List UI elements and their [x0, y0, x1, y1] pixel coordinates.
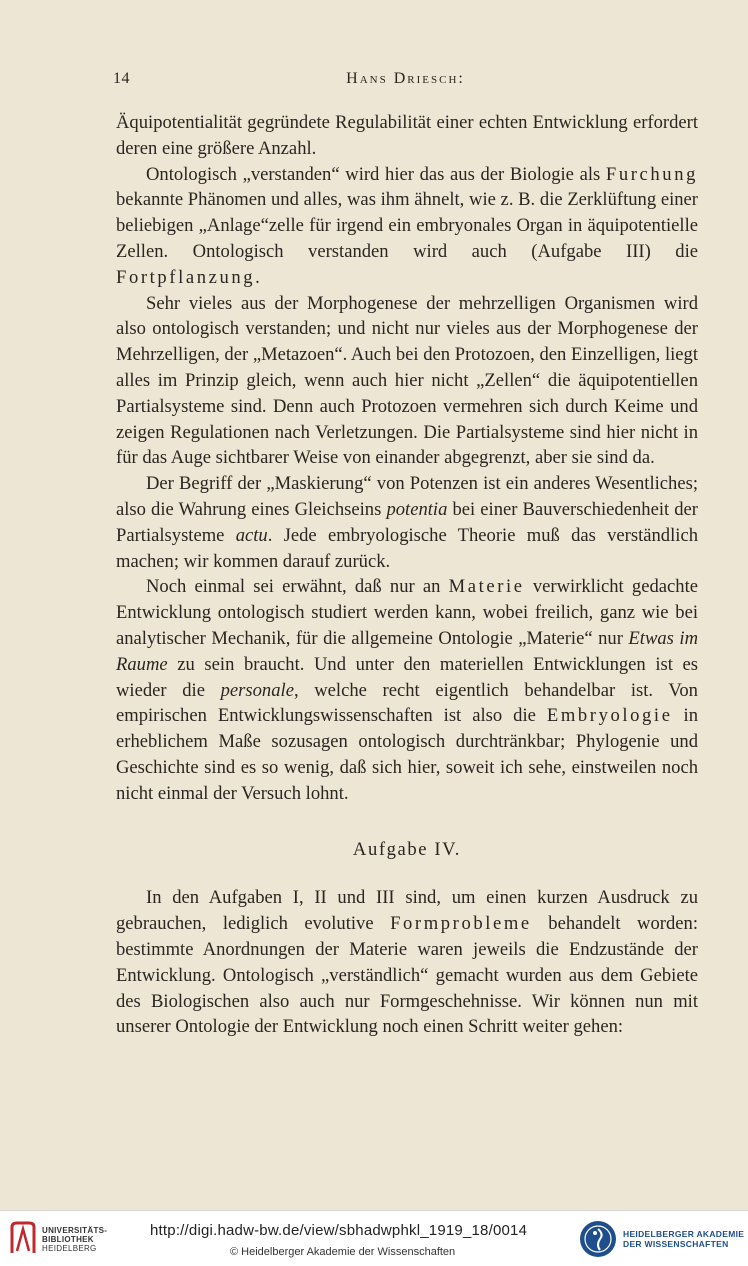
spaced-term: Formprobleme — [390, 913, 532, 935]
copyright-notice: © Heidelberger Akademie der Wissenschaften — [230, 1246, 456, 1258]
text-run: . — [255, 266, 260, 288]
permalink-url[interactable]: http://digi.hadw-bw.de/view/sbhadwphkl_1919_18/0014 — [150, 1222, 528, 1239]
library-name-line: BIBLIOTHEK — [42, 1235, 94, 1244]
text-run: , welche recht eigentlich behandelbar ist. Von empirischen Entwicklungswissenschaften ist also die — [116, 679, 698, 727]
university-library-name — [42, 1226, 107, 1253]
library-name-line: UNIVERSITÄTS- — [42, 1226, 108, 1235]
paragraph — [116, 162, 698, 291]
italic-term: Etwas im Raume — [116, 627, 698, 675]
paragraph — [116, 574, 698, 806]
spaced-term: Fortpflanzung — [116, 266, 256, 288]
text-run: verwirklicht gedachte Entwicklung ontologisch studiert werden kann, wobei freilich, ganz wie bei analytischer Mechanik, für die allgemeine Ontologie „Materie“ nur — [116, 576, 698, 649]
page-header — [113, 70, 698, 92]
page-number: 14 — [113, 70, 130, 87]
spaced-term: Embryologie — [546, 705, 673, 727]
university-library-logo-icon[interactable] — [8, 1221, 38, 1257]
text-run: bei einer Bauverschiedenheit der Partialsysteme — [116, 498, 698, 546]
viewer-footer — [0, 1210, 748, 1266]
italic-term: actu — [235, 524, 268, 546]
italic-term: personale — [220, 679, 294, 701]
academy-name — [623, 1229, 744, 1249]
section-heading: Aufgabe IV. — [352, 838, 462, 860]
text-run: In den Aufgaben I, II und III sind, um einen kurzen Ausdruck zu gebrauchen, lediglich evolutive — [116, 887, 698, 935]
text-run: in erheblichem Maße sozusagen ontologisch durchtränkbar; Phylogenie und Geschichte sind es so wenig, daß sich hier, soweit ich sehe, einstweilen noch nicht einmal der Versuch lohnt. — [116, 705, 698, 804]
text-run: bekannte Phänomen und alles, was ihm ähnelt, wie z. B. die Zerklüftung einer beliebigen „Anlage“zelle für irgend ein embryonales Organ in äquipotentielle Zellen. Ontologisch verstanden wird auch (Aufgabe III) die — [116, 189, 698, 262]
text-run: Der Begriff der „Maskierung“ von Potenzen ist ein anderes Wesentliches; also die Wahrung eines Gleichseins — [116, 473, 698, 520]
paragraph: Äquipotentialität gegründete Regulabilität einer echten Entwicklung erfordert deren eine größere Anzahl. — [116, 112, 698, 159]
paragraph — [116, 471, 698, 574]
text-run: behandelt worden: bestimmte Anordnungen der Materie waren jeweils die Endzustände der Entwicklung. Ontologisch „verständlich“ gemacht wurden aus dem Gebiete des Biologischen also auch nur Formgeschehnisse. Wir können nun mit unserer Ontologie der Entwicklung noch einen Schritt weiter gehen: — [116, 913, 698, 1038]
running-head: Hans Driesch: — [346, 70, 465, 87]
text-run: Noch einmal sei erwähnt, daß nur an — [146, 576, 449, 598]
paragraph: Sehr vieles aus der Morphogenese der mehrzelligen Organismen wird also ontologisch verstanden; und nicht nur vieles aus der Morphogenese der Mehrzelligen, der „Metazoen“. Auch bei den Protozoen, den Einzelligen, liegt alles im Prinzip gleich, wenn auch hier nicht „Zellen“ die äquipotentiellen Partialsysteme sind. Denn auch Protozoen vermehren sich durch Keime und zeigen Regulationen nach Verletzungen. Die Partialsysteme sind hier nicht in für das Auge sichtbarer Weise von einander abgegrenzt, aber sie sind da. — [116, 292, 698, 469]
body-text — [116, 110, 698, 1040]
academy-seal-icon[interactable] — [578, 1219, 618, 1259]
spaced-term: Materie — [448, 576, 525, 598]
academy-name-line: HEIDELBERGER AKADEMIE — [623, 1229, 745, 1239]
text-run: zu sein braucht. Und unter den materiellen Entwicklungen ist es wieder die — [116, 653, 698, 701]
text-run: Ontologisch „verstanden“ wird hier das aus der Biologie als — [146, 163, 606, 185]
academy-name-line: DER WISSENSCHAFTEN — [623, 1239, 729, 1249]
italic-term: potentia — [386, 498, 448, 520]
library-name-line: HEIDELBERG — [42, 1244, 97, 1253]
spaced-term: Furchung — [605, 163, 698, 185]
paragraph — [116, 885, 698, 1040]
text-run: . Jede embryologische Theorie muß das verständlich machen; wir kommen darauf zurück. — [116, 524, 698, 572]
